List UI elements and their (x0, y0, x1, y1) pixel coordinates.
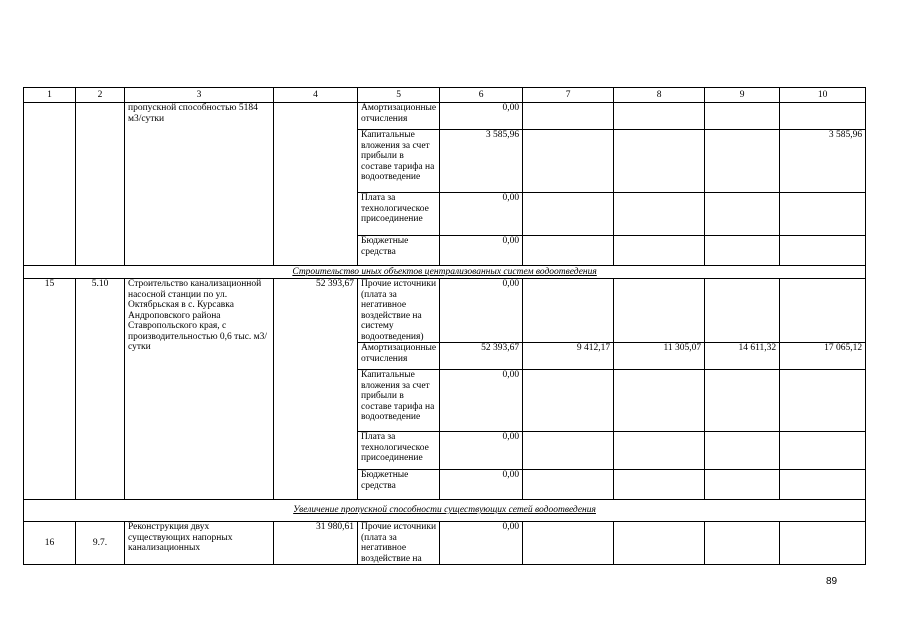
cell-value: 52 393,67 (440, 343, 523, 370)
cell-code: 5.10 (76, 279, 125, 500)
cell-value (705, 130, 780, 193)
cell-value (780, 522, 866, 565)
cell-value (614, 103, 705, 130)
cell-value (523, 236, 614, 266)
section-title: Строительство иных объектов централизованных систем водоотведения (24, 266, 866, 279)
cell-value: 0,00 (440, 193, 523, 236)
cell-value (705, 193, 780, 236)
header-cell: 4 (274, 88, 358, 103)
cell-value (614, 370, 705, 432)
cell-description: Реконструкция двух существующих напорных канализационных (125, 522, 274, 565)
section-title: Увеличение пропускной способности существующих сетей водоотведения (24, 500, 866, 522)
cell-value (523, 470, 614, 500)
cell-value (705, 370, 780, 432)
cell-source: Плата за технологическое присоединение (358, 432, 440, 470)
cell-source: Прочие источники (плата за негативное воздействие на систему водоотведения) (358, 279, 440, 343)
cell-value: 0,00 (440, 470, 523, 500)
cell-total: 52 393,67 (274, 279, 358, 500)
header-cell: 3 (125, 88, 274, 103)
cell-source: Прочие источники (плата за негативное воздействие на (358, 522, 440, 565)
table-row (24, 522, 866, 565)
cell-value: 0,00 (440, 432, 523, 470)
cell-value (614, 236, 705, 266)
header-cell: 7 (523, 88, 614, 103)
cell-code (76, 103, 125, 266)
cell-value (614, 432, 705, 470)
cell-value: 3 585,96 (440, 130, 523, 193)
cell-value (705, 470, 780, 500)
cell-value (523, 103, 614, 130)
cell-source: Плата за технологическое присоединение (358, 193, 440, 236)
investment-table (23, 87, 866, 565)
cell-value (523, 193, 614, 236)
cell-value (780, 103, 866, 130)
cell-value (614, 522, 705, 565)
cell-source: Бюджетные средства (358, 470, 440, 500)
cell-description: Строительство канализационной насосной станции по ул. Октябрьская в с. Курсавка Андроповского района Ставропольского края, с производительностью 0,6 тыс. м3/сутки (125, 279, 274, 500)
cell-value (614, 193, 705, 236)
cell-value: 9 412,17 (523, 343, 614, 370)
header-cell: 10 (780, 88, 866, 103)
header-cell: 5 (358, 88, 440, 103)
header-cell: 1 (24, 88, 76, 103)
cell-total (274, 103, 358, 266)
cell-value: 3 585,96 (780, 130, 866, 193)
cell-source: Амортизационные отчисления (358, 343, 440, 370)
cell-value (614, 470, 705, 500)
cell-num (24, 103, 76, 266)
cell-value (780, 279, 866, 343)
cell-value: 0,00 (440, 522, 523, 565)
cell-source: Бюджетные средства (358, 236, 440, 266)
table-row (24, 279, 866, 343)
cell-num: 15 (24, 279, 76, 500)
cell-value (523, 279, 614, 343)
section-row (24, 500, 866, 522)
page-number: 89 (826, 576, 838, 587)
table-row (24, 103, 866, 130)
cell-value: 0,00 (440, 370, 523, 432)
cell-source: Капитальные вложения за счет прибыли в составе тарифа на водоотведение (358, 130, 440, 193)
cell-value (780, 193, 866, 236)
cell-value: 0,00 (440, 236, 523, 266)
cell-value (523, 130, 614, 193)
cell-value (705, 279, 780, 343)
cell-value (523, 370, 614, 432)
cell-value: 17 065,12 (780, 343, 866, 370)
cell-source: Капитальные вложения за счет прибыли в составе тарифа на водоотведение (358, 370, 440, 432)
cell-value (705, 103, 780, 130)
cell-value (705, 432, 780, 470)
cell-value (780, 236, 866, 266)
cell-total: 31 980,61 (274, 522, 358, 565)
cell-value (523, 432, 614, 470)
cell-value: 14 611,32 (705, 343, 780, 370)
cell-value: 11 305,07 (614, 343, 705, 370)
header-cell: 8 (614, 88, 705, 103)
cell-value (780, 470, 866, 500)
header-cell: 9 (705, 88, 780, 103)
header-cell: 2 (76, 88, 125, 103)
cell-value (614, 130, 705, 193)
cell-value (705, 236, 780, 266)
section-row (24, 266, 866, 279)
cell-source: Амортизационные отчисления (358, 103, 440, 130)
header-row (24, 88, 866, 103)
cell-value (780, 432, 866, 470)
cell-code: 9.7. (76, 522, 125, 565)
cell-description: пропускной способностью 5184 м3/сутки (125, 103, 274, 266)
cell-value (523, 522, 614, 565)
cell-value (780, 370, 866, 432)
cell-value: 0,00 (440, 103, 523, 130)
cell-num: 16 (24, 522, 76, 565)
cell-value (705, 522, 780, 565)
header-cell: 6 (440, 88, 523, 103)
cell-value: 0,00 (440, 279, 523, 343)
cell-value (614, 279, 705, 343)
